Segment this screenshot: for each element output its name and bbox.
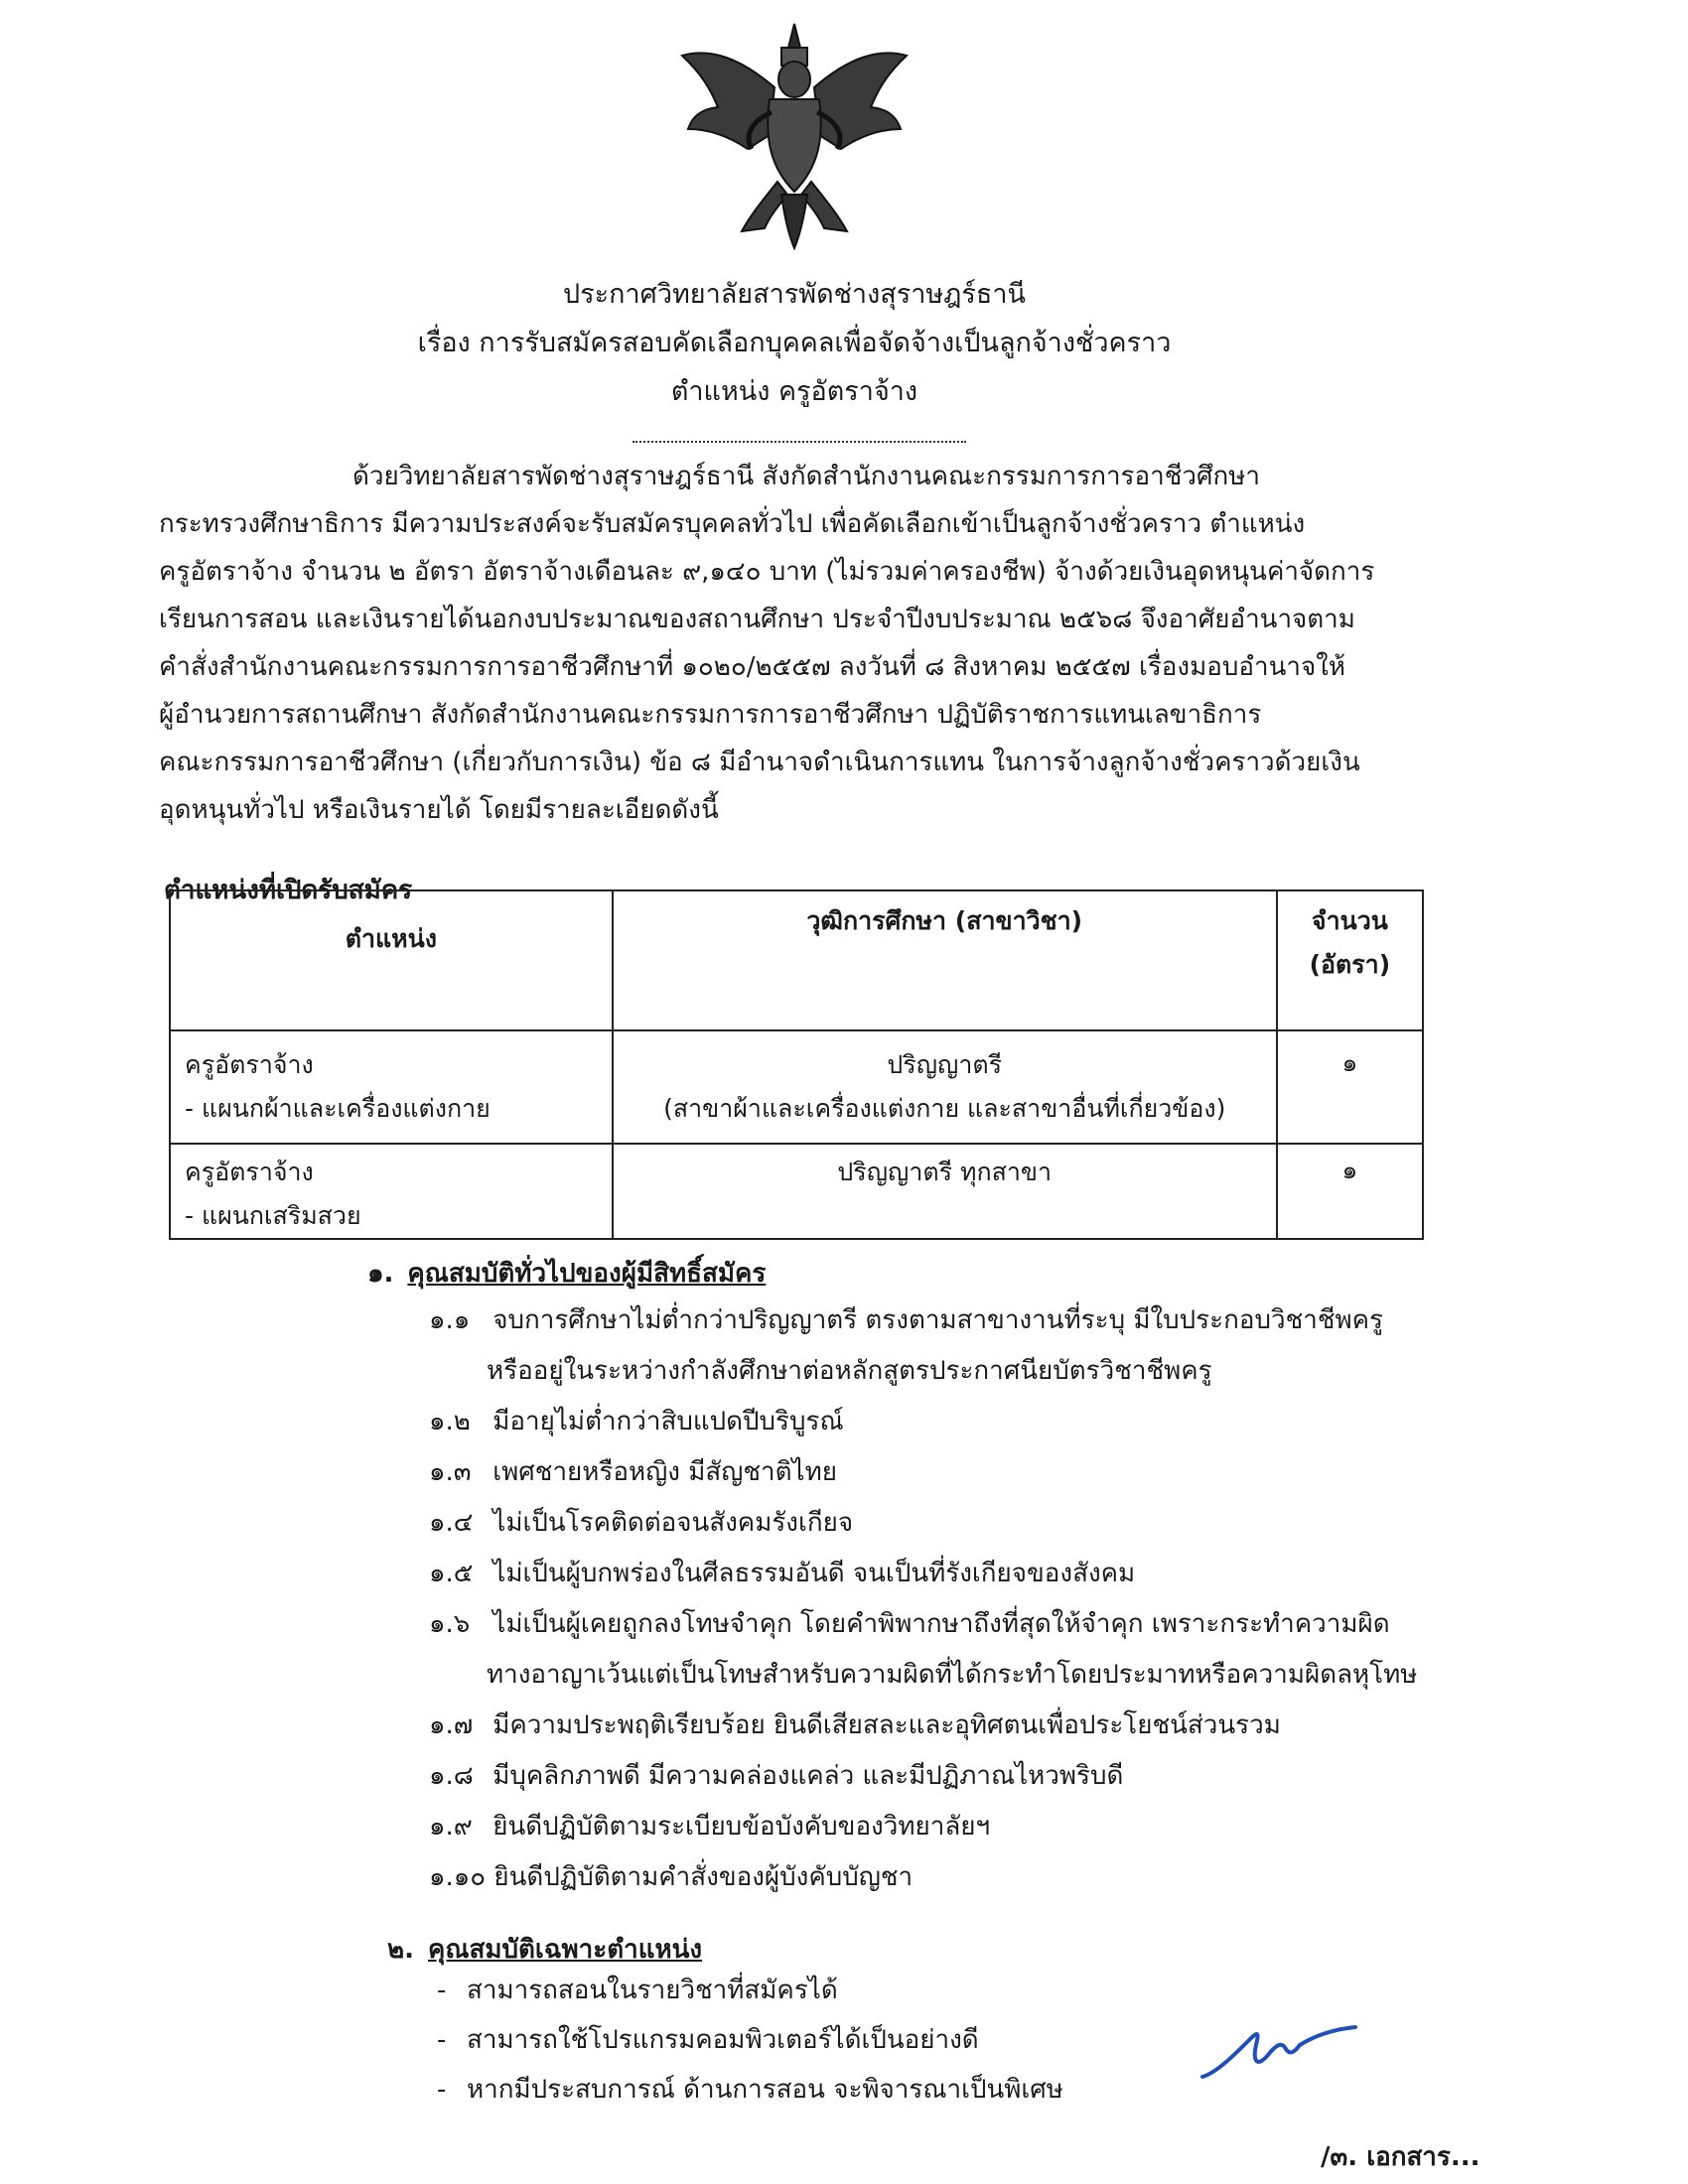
item-number: ๑.๑ [429, 1305, 471, 1335]
position-department: - แผนกผ้าและเครื่องแต่งกาย [185, 1094, 491, 1123]
item-number: ๑.๔ [429, 1508, 474, 1538]
list-item [429, 1346, 1417, 1397]
item-text: มีอายุไม่ต่ำกว่าสิบแปดปีบริบูรณ์ [492, 1407, 844, 1436]
intro-line: คณะกรรมการอาชีวศึกษา (เกี่ยวกับการเงิน) ข้อ ๘ มีอำนาจดำเนินการแทน ในการจ้างลูกจ้างชั่วคราวด้วยเงิน [159, 748, 1360, 777]
intro-paragraph [159, 453, 1452, 834]
item-number: ๑.๖ [429, 1609, 471, 1639]
item-number: ๑.๑๐ [429, 1862, 487, 1892]
section-2-heading [387, 1929, 702, 1970]
list-item [429, 1296, 1417, 1346]
item-text: ไม่เป็นโรคติดต่อจนสังคมรังเกียจ [492, 1508, 854, 1538]
item-text: ทางอาญาเว้นแต่เป็นโทษสำหรับความผิดที่ได้กระทำโดยประมาทหรือความผิดลหุโทษ [487, 1660, 1418, 1690]
list-item [429, 1802, 1417, 1852]
intro-line: คำสั่งสำนักงานคณะกรรมการการอาชีวศึกษาที่ ๑๐๒๐/๒๕๕๗ ลงวันที่ ๘ สิงหาคม ๒๕๕๗ เรื่องมอบอำนาจให้ [159, 652, 1346, 682]
list-item [429, 1650, 1417, 1701]
intro-line: อุดหนุนทั่วไป หรือเงินรายได้ โดยมีรายละเอียดดังนี้ [159, 795, 719, 825]
qualification-degree: ปริญญาตรี ทุกสาขา [837, 1158, 1053, 1186]
cell-position [170, 1144, 613, 1239]
item-text: ยินดีปฏิบัติตามคำสั่งของผู้บังคับบัญชา [493, 1862, 914, 1892]
title-dotted-rule [633, 441, 966, 443]
cell-position [170, 1030, 613, 1144]
position-title: ครูอัตราจ้าง [185, 1050, 314, 1079]
cell-count: ๑ [1277, 1144, 1423, 1239]
list-item: - หากมีประสบการณ์ ด้านการสอน จะพิจารณาเป็นพิเศษ [437, 2075, 1063, 2105]
section-number: ๑. [367, 1259, 394, 1289]
list-item: - สามารถใช้โปรแกรมคอมพิวเตอร์ได้เป็นอย่างดี [437, 2025, 979, 2055]
item-text: ยินดีปฏิบัติตามระเบียบข้อบังคับของวิทยาลัยฯ [492, 1812, 991, 1842]
item-number: ๑.๙ [429, 1812, 473, 1842]
list-item [429, 1397, 1417, 1447]
position-title: ครูอัตราจ้าง [185, 1158, 314, 1186]
continuation-note: /๓. เอกสาร... [1321, 2142, 1480, 2172]
column-header-count-line1: จำนวน [1311, 906, 1388, 935]
intro-line: ครูอัตราจ้าง จำนวน ๒ อัตรา อัตราจ้างเดือนละ ๙,๑๔๐ บาท (ไม่รวมค่าครองชีพ) จ้างด้วยเงินอุดหนุนค่าจัดการ [159, 557, 1375, 587]
section-1-heading [367, 1253, 766, 1294]
section-number: ๒. [387, 1935, 415, 1965]
item-text: หากมีประสบการณ์ ด้านการสอน จะพิจารณาเป็นพิเศษ [467, 2075, 1063, 2105]
list-item [429, 1447, 1417, 1498]
intro-line: ด้วยวิทยาลัยสารพัดช่างสุราษฎร์ธานี สังกัดสำนักงานคณะกรรมการการอาชีวศึกษา [352, 462, 1260, 491]
section-title: คุณสมบัติเฉพาะตำแหน่ง [428, 1935, 703, 1965]
column-header-position: ตำแหน่ง [170, 890, 613, 1030]
item-number: ๑.๕ [429, 1559, 474, 1588]
position-department: - แผนกเสริมสวย [185, 1201, 361, 1230]
section-1-list [429, 1296, 1417, 1903]
intro-line: ผู้อำนวยการสถานศึกษา สังกัดสำนักงานคณะกรรมการการอาชีวศึกษา ปฏิบัติราชการแทนเลขาธิการ [159, 700, 1262, 730]
qualification-field: (สาขาผ้าและเครื่องแต่งกาย และสาขาอื่นที่เกี่ยวข้อง) [663, 1094, 1226, 1123]
item-text: จบการศึกษาไม่ต่ำกว่าปริญญาตรี ตรงตามสาขางานที่ระบุ มีใบประกอบวิชาชีพครู [492, 1305, 1383, 1335]
column-header-qualification: วุฒิการศึกษา (สาขาวิชา) [613, 890, 1277, 1030]
list-item [429, 1549, 1417, 1599]
intro-line: กระทรวงศึกษาธิการ มีความประสงค์จะรับสมัครบุคคลทั่วไป เพื่อคัดเลือกเข้าเป็นลูกจ้างชั่วคราว ตำแหน่ง [159, 509, 1306, 539]
item-text: มีบุคลิกภาพดี มีความคล่องแคล่ว และมีปฏิภาณไหวพริบดี [492, 1761, 1124, 1791]
qualification-degree: ปริญญาตรี [887, 1050, 1003, 1079]
title-line-subject: เรื่อง การรับสมัครสอบคัดเลือกบุคคลเพื่อจัดจ้างเป็นลูกจ้างชั่วคราว [417, 328, 1172, 358]
list-item [429, 1701, 1417, 1751]
signature-icon [1196, 2015, 1360, 2085]
column-header-count-line2: (อัตรา) [1309, 950, 1391, 979]
item-number: ๑.๗ [429, 1710, 474, 1740]
item-text: ไม่เป็นผู้เคยถูกลงโทษจำคุก โดยคำพิพากษาถึงที่สุดให้จำคุก เพราะกระทำความผิด [492, 1609, 1390, 1639]
table-row [170, 1144, 1423, 1239]
column-header-count [1277, 890, 1423, 1030]
section-title: คุณสมบัติทั่วไปของผู้มีสิทธิ์สมัคร [407, 1259, 767, 1289]
list-item [429, 1498, 1417, 1549]
item-text: ไม่เป็นผู้บกพร่องในศีลธรรมอันดี จนเป็นที่รังเกียจของสังคม [492, 1559, 1136, 1588]
cell-count: ๑ [1277, 1030, 1423, 1144]
title-line-issuer: ประกาศวิทยาลัยสารพัดช่างสุราษฎร์ธานี [563, 279, 1026, 310]
item-number: ๑.๒ [429, 1407, 471, 1436]
cell-qualification [613, 1144, 1277, 1239]
intro-line: เรียนการสอน และเงินรายได้นอกงบประมาณของสถานศึกษา ประจำปีงบประมาณ ๒๕๖๘ จึงอาศัยอำนาจตาม [159, 605, 1355, 634]
item-number: ๑.๓ [429, 1457, 472, 1487]
section-2-list [437, 1966, 1063, 2115]
announcement-title [0, 270, 1589, 416]
list-item [429, 1852, 1417, 1903]
item-text: มีความประพฤติเรียบร้อย ยินดีเสียสละและอุทิศตนเพื่อประโยชน์ส่วนรวม [492, 1710, 1281, 1740]
item-number: ๑.๘ [429, 1761, 474, 1791]
list-item [429, 1599, 1417, 1650]
cell-qualification [613, 1030, 1277, 1144]
table-header-row [170, 890, 1423, 1030]
positions-table [169, 889, 1424, 1240]
item-text: เพศชายหรือหญิง มีสัญชาติไทย [492, 1457, 837, 1487]
item-text: หรืออยู่ในระหว่างกำลังศึกษาต่อหลักสูตรประกาศนียบัตรวิชาชีพครู [487, 1356, 1212, 1386]
list-item: - สามารถสอนในรายวิชาที่สมัครได้ [437, 1976, 838, 2005]
positions-table-heading: ตำแหน่งที่เปิดรับสมัคร [164, 876, 413, 905]
item-text: สามารถใช้โปรแกรมคอมพิวเตอร์ได้เป็นอย่างดี [467, 2025, 979, 2055]
garuda-emblem-icon [670, 18, 918, 256]
item-text: สามารถสอนในรายวิชาที่สมัครได้ [467, 1976, 838, 2005]
table-row [170, 1030, 1423, 1144]
title-line-position: ตำแหน่ง ครูอัตราจ้าง [670, 376, 918, 407]
list-item [429, 1751, 1417, 1802]
